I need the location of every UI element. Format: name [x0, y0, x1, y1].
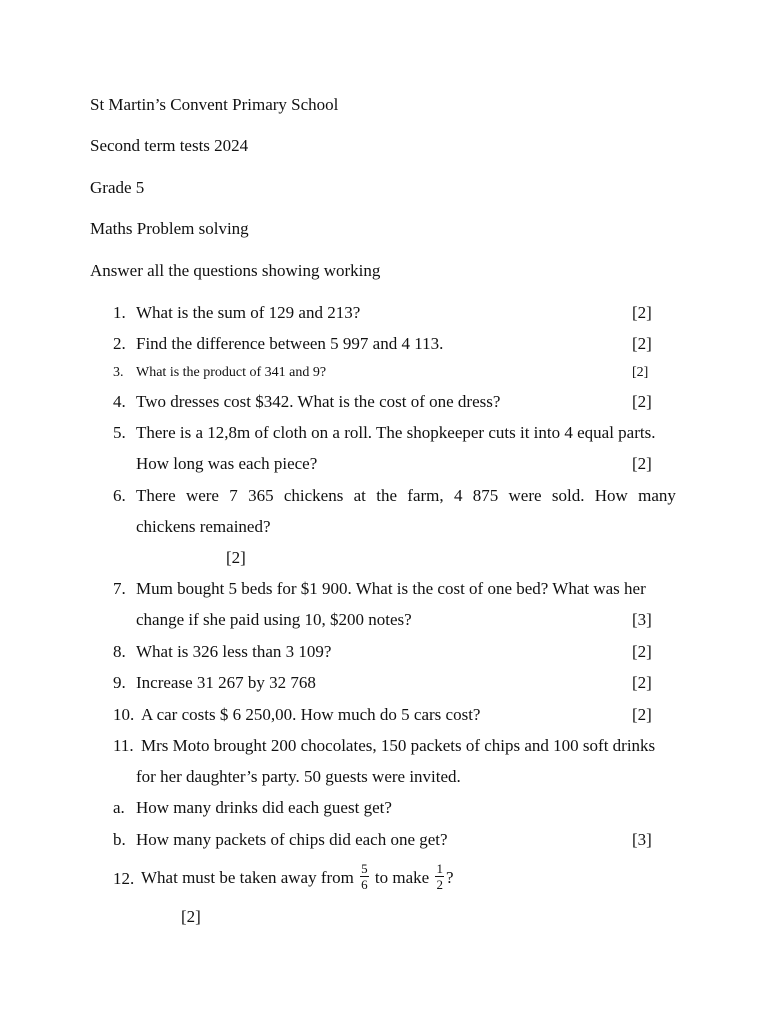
question-marks: [2]: [632, 673, 652, 692]
question-text: There is a 12,8m of cloth on a roll. The shopkeeper cuts it into 4 equal parts.: [136, 423, 656, 442]
word: many: [638, 486, 676, 505]
word: 4: [453, 486, 463, 505]
question-number: 11.: [113, 736, 134, 755]
question-text: What is the product of 341 and 9?: [136, 365, 327, 380]
question-text: [141, 860, 454, 896]
word: sold.: [551, 486, 585, 505]
question-text-part: to make: [374, 868, 430, 887]
question-marks: [2]: [632, 334, 652, 353]
word: the: [376, 486, 397, 505]
question-text: Find the difference between 5 997 and 4 113.: [136, 334, 444, 353]
question-number: 2.: [113, 334, 126, 353]
question-text: What is the sum of 129 and 213?: [136, 303, 361, 322]
word: were: [185, 486, 219, 505]
question-marks: [2]: [632, 303, 652, 322]
fraction-denominator: 2: [436, 876, 443, 892]
word: How: [594, 486, 628, 505]
question-text-continued: for her daughter’s party. 50 guests were invited.: [136, 767, 461, 786]
subquestion-text: How many packets of chips did each one get?: [136, 830, 448, 849]
question-text: Mrs Moto brought 200 chocolates, 150 packets of chips and 100 soft drinks: [141, 736, 656, 755]
word: farm,: [407, 486, 444, 505]
fraction: [435, 862, 444, 891]
fraction: [360, 862, 369, 891]
word: were: [508, 486, 542, 505]
school-name: St Martin’s Convent Primary School: [90, 95, 339, 114]
question-text: Two dresses cost $342. What is the cost of one dress?: [136, 392, 501, 411]
question-text-part: ?: [445, 868, 454, 887]
question-marks: [2]: [226, 548, 246, 567]
question-text-continued: How long was each piece?: [136, 454, 318, 473]
question-text: [136, 487, 676, 504]
subquestion-letter: a.: [113, 798, 125, 817]
question-number: 10.: [113, 705, 135, 724]
word: 7: [229, 486, 238, 505]
question-text: Increase 31 267 by 32 768: [136, 673, 316, 692]
question-text-continued: chickens remained?: [136, 517, 271, 536]
question-text-continued: change if she paid using 10, $200 notes?: [136, 610, 412, 629]
word: 365: [248, 486, 274, 505]
word: chickens: [283, 486, 344, 505]
question-number: 9.: [113, 673, 126, 692]
question-number: 4.: [113, 392, 126, 411]
question-number: 7.: [113, 579, 126, 598]
subquestion-text: How many drinks did each guest get?: [136, 798, 392, 817]
question-marks: [3]: [632, 610, 652, 629]
fraction-numerator: 5: [361, 860, 368, 876]
question-number: 1.: [113, 303, 126, 322]
question-text-part: What must be taken away from: [141, 868, 354, 887]
question-number: 6.: [113, 486, 126, 505]
question-text: Mum bought 5 beds for $1 900. What is the cost of one bed? What was her: [136, 579, 646, 598]
word: 875: [472, 486, 499, 505]
subquestion-letter: b.: [113, 830, 126, 849]
question-marks: [3]: [632, 830, 652, 849]
question-number: 8.: [113, 642, 126, 661]
word: at: [353, 486, 366, 505]
fraction-numerator: 1: [436, 860, 443, 876]
question-number: 3.: [113, 365, 124, 380]
question-marks: [2]: [632, 365, 649, 380]
fraction-denominator: 6: [361, 876, 368, 892]
grade-label: Grade 5: [90, 178, 145, 197]
question-marks: [2]: [632, 454, 652, 473]
word: There: [136, 486, 176, 505]
subject-label: Maths Problem solving: [90, 219, 249, 238]
instruction-text: Answer all the questions showing working: [90, 261, 381, 280]
question-text: A car costs $ 6 250,00. How much do 5 cars cost?: [141, 705, 481, 724]
question-marks: [2]: [632, 705, 652, 724]
question-text: What is 326 less than 3 109?: [136, 642, 332, 661]
term-title: Second term tests 2024: [90, 136, 249, 155]
question-number: 12.: [113, 869, 135, 888]
question-marks: [2]: [632, 392, 652, 411]
question-number: 5.: [113, 423, 126, 442]
question-marks: [2]: [632, 642, 652, 661]
question-marks: [2]: [181, 907, 201, 926]
